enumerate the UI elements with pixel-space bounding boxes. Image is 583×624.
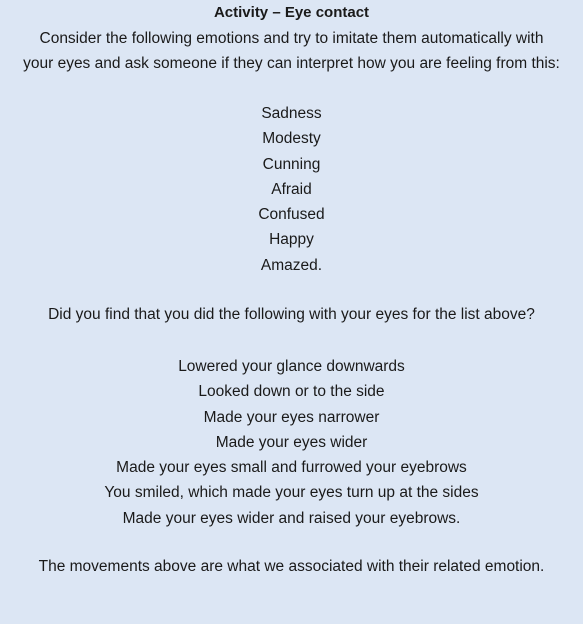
eye-movement-item: Made your eyes wider bbox=[215, 433, 368, 451]
conclusion-text: The movements above are what we associated with their related emotion. bbox=[38, 558, 545, 575]
reflection-question: Did you find that you did the following with your eyes for the list above? bbox=[48, 306, 535, 323]
eye-movement-list bbox=[0, 354, 583, 531]
eye-movement-item: Made your eyes small and furrowed your eyebrows bbox=[116, 459, 467, 477]
eye-movement-item: Looked down or to the side bbox=[198, 383, 385, 401]
intro-paragraph bbox=[0, 26, 583, 76]
intro-line: your eyes and ask someone if they can interpret how you are feeling from this: bbox=[23, 55, 560, 72]
emotion-item: Happy bbox=[269, 231, 314, 249]
eye-movement-item: Lowered your glance downwards bbox=[178, 358, 405, 375]
emotion-item: Sadness bbox=[261, 105, 322, 122]
emotion-item: Cunning bbox=[262, 155, 321, 173]
emotion-item: Confused bbox=[258, 206, 325, 224]
eye-movement-item: Made your eyes narrower bbox=[203, 408, 380, 426]
intro-line: Consider the following emotions and try to imitate them automatically with bbox=[39, 30, 544, 47]
emotion-item: Modesty bbox=[262, 130, 321, 148]
eye-movement-item: Made your eyes wider and raised your eyebrows. bbox=[122, 509, 461, 527]
emotion-item: Afraid bbox=[271, 180, 312, 198]
emotion-item: Amazed. bbox=[260, 256, 323, 274]
activity-title: Activity – Eye contact bbox=[213, 4, 370, 21]
emotion-list bbox=[0, 101, 583, 278]
eye-movement-item: You smiled, which made your eyes turn up at the sides bbox=[104, 484, 479, 502]
